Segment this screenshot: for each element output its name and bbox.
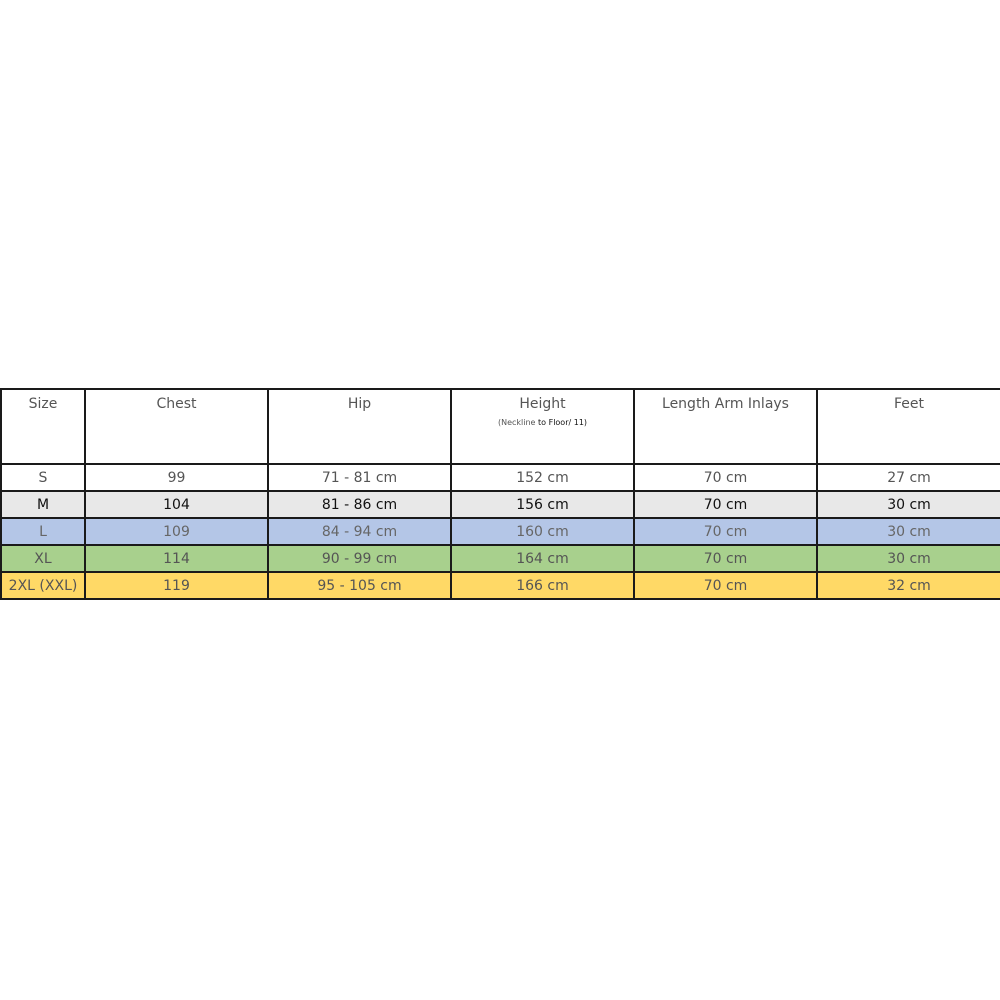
header-chest: Chest: [85, 389, 268, 464]
table-row: [1, 464, 1000, 491]
cell-chest: 109: [85, 518, 268, 545]
cell-chest: 119: [85, 572, 268, 599]
height-measure-note: [452, 418, 633, 427]
cell-chest: 99: [85, 464, 268, 491]
header-feet: Feet: [817, 389, 1000, 464]
table-row: [1, 572, 1000, 599]
header-size: Size: [1, 389, 85, 464]
cell-height: 164 cm: [451, 545, 634, 572]
header-hip: Hip: [268, 389, 451, 464]
table-row: [1, 518, 1000, 545]
cell-height: 166 cm: [451, 572, 634, 599]
cell-height: 160 cm: [451, 518, 634, 545]
header-row: [1, 389, 1000, 464]
cell-hip: 81 - 86 cm: [268, 491, 451, 518]
cell-size: M: [1, 491, 85, 518]
size-chart-table: [0, 388, 1000, 600]
cell-hip: 71 - 81 cm: [268, 464, 451, 491]
cell-chest: 104: [85, 491, 268, 518]
cell-height: 156 cm: [451, 491, 634, 518]
cell-feet: 32 cm: [817, 572, 1000, 599]
cell-arm-length: 70 cm: [634, 464, 817, 491]
cell-feet: 30 cm: [817, 491, 1000, 518]
cell-chest: 114: [85, 545, 268, 572]
cell-feet: 30 cm: [817, 518, 1000, 545]
cell-arm-length: 70 cm: [634, 545, 817, 572]
table-row: [1, 491, 1000, 518]
header-height: [451, 389, 634, 464]
cell-size: L: [1, 518, 85, 545]
header-arm-length: Length Arm Inlays: [634, 389, 817, 464]
cell-hip: 84 - 94 cm: [268, 518, 451, 545]
cell-arm-length: 70 cm: [634, 572, 817, 599]
height-note-part-a: (Neckline: [497, 418, 536, 427]
cell-arm-length: 70 cm: [634, 491, 817, 518]
cell-size: XL: [1, 545, 85, 572]
cell-size: S: [1, 464, 85, 491]
height-note-part-b: to Floor/ 11): [535, 418, 588, 427]
cell-arm-length: 70 cm: [634, 518, 817, 545]
header-height-label: Height: [519, 396, 566, 412]
cell-feet: 30 cm: [817, 545, 1000, 572]
cell-hip: 90 - 99 cm: [268, 545, 451, 572]
cell-hip: 95 - 105 cm: [268, 572, 451, 599]
cell-feet: 27 cm: [817, 464, 1000, 491]
table-row: [1, 545, 1000, 572]
cell-height: 152 cm: [451, 464, 634, 491]
cell-size: 2XL (XXL): [1, 572, 85, 599]
